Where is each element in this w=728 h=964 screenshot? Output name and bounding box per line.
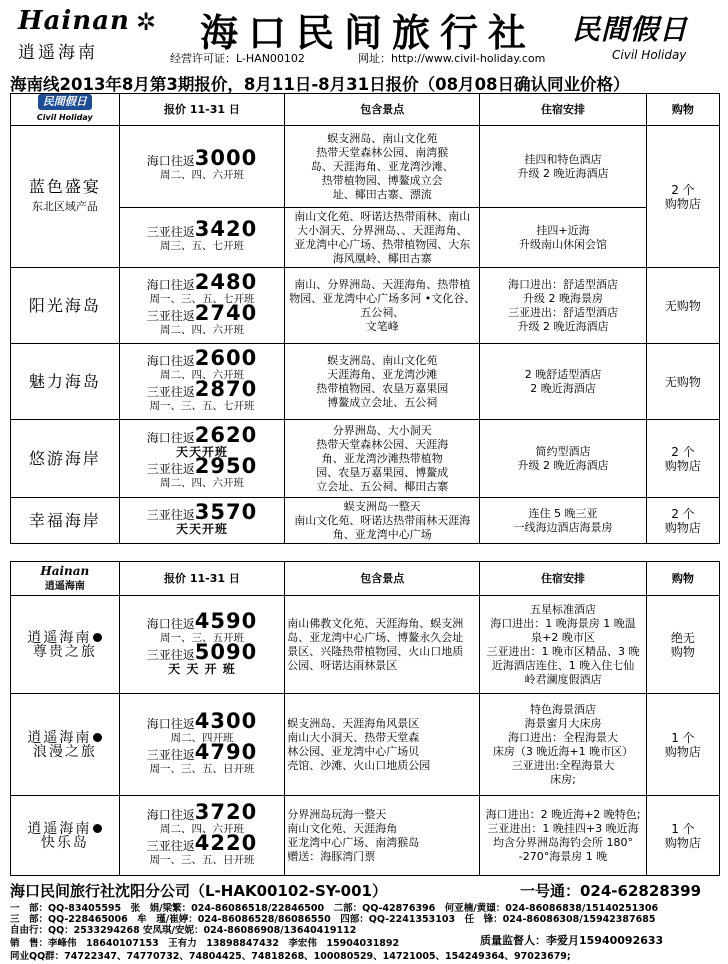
spots-cell: 分界洲岛玩海一整天 南山文化苑、天涯海角 亚龙湾中心广场、南湾猴岛 赠送：海豚湾门票 [285,796,480,876]
logo-right-en: Civil Holiday [612,48,687,62]
table-row [11,694,720,796]
price-cell: 海口往返2480 周一、三、五、七开班 三亚往返2740 周二、四、六开班 [119,268,285,344]
col-price: 报价 11-31 日 [119,562,285,596]
price-cell: 海口往返3000 周二、四、六开班 [119,126,285,208]
table-row [11,596,720,694]
bullet-dot [93,633,102,642]
header [0,0,728,70]
col-hotel: 住宿安排 [480,94,647,126]
hainan-badge: Hainan 逍遥海南 [11,562,120,596]
route-name-cell: 阳光海岛 [11,268,120,344]
footer-company: 海口民间旅行社沈阳分公司（L-HAK00102-SY-001） [10,882,387,900]
palm-tree-icon: ✲ [136,8,157,36]
table-row [11,344,720,420]
col-spots: 包含景点 [285,94,480,126]
price-cell: 三亚往返3570 天天开班 [119,498,285,544]
hotel-cell: 五星标准酒店 海口进出：1 晚海景房 1 晚温 泉+2 晚市区 三亚进出：1 晚市区精品、3 晚 近海酒店连住、1 晚入住七仙 岭君澜度假酒店 [480,596,647,694]
bullet-dot [93,733,102,742]
route-name-cell: 魅力海岛 [11,344,120,420]
footer-line: 一 部：QQ-83405595 张 娟/梁繁：024-86086518/22846500 二部：QQ-42876396 何亚楠/黄頲：024-86086838/15140251306 [10,903,659,914]
hotel-cell: 连住 5 晚三亚 一线海边酒店海景房 [480,498,647,544]
spots-cell: 蜈支洲岛、天涯海角风景区 南山大小洞天、热带天堂森 林公园、亚龙湾中心广场贝 壳馆、沙滩、火山口地质公园 [285,694,480,796]
hotel-cell: 特色海景酒店 海景蜜月大床房 海口进出：全程海景大 床房（3 晚近海+1 晚市区） 三亚进出:全程海景大 床房; [480,694,647,796]
price-banner: 海南线2013年8月第3期报价，8月11日-8月31日报价（08月08日确认同业价格） [10,75,630,94]
shop-cell: 2 个 购物店 [646,420,719,498]
shop-cell: 无购物 [646,268,719,344]
route-name-cell: 蓝色盛宴 东北区域产品 [11,126,120,268]
shop-cell: 1 个 购物店 [646,694,719,796]
shop-cell: 1 个 购物店 [646,796,719,876]
hotel-cell: 简约型酒店 升级 2 晚近海酒店 [480,420,647,498]
civil-holiday-logo [572,8,722,62]
price-cell: 三亚往返3420 周三、五、七开班 [119,208,285,268]
price-cell: 海口往返2600 周二、四、六开班 三亚往返2870 周一、三、五、七开班 [119,344,285,420]
price-cell: 海口往返4300 周二、四开班 三亚往返4790 周一、三、五、日开班 [119,694,285,796]
footer-line: 销 售：李峰伟 18640107153 王有力 13898847432 李宏伟 15904031892 [10,938,400,949]
table-row [11,268,720,344]
shop-cell: 2 个 购物店 [646,498,719,544]
col-shop: 购物 [646,94,719,126]
spots-cell: 蜈支洲岛、南山文化苑 天涯海角、亚龙湾沙滩 热带植物园、农垦万嘉果园 博鳌成立会址、五公祠 [285,344,480,420]
col-spots: 包含景点 [285,562,480,596]
bullet-dot [93,824,102,833]
hotel-cell: 挂四和特色酒店 升级 2 晚近海酒店 [480,126,647,208]
price-cell: 海口往返2620 天天开班 三亚往返2950 周二、四、六开班 [119,420,285,498]
spots-cell: 分界洲岛、大小洞天 热带天堂森林公园、天涯海 角、亚龙湾沙滩热带植物 园、农垦万嘉果园、博鳌成 立会址、五公祠、椰田古寨 [285,420,480,498]
license-text: 经营许可证：L-HAN00102 [170,52,305,65]
spots-cell: 南山佛教文化苑、天涯海角、蜈支洲 岛、亚龙湾中心广场、博鳌永久会址 景区、兴隆热带植物园、火山口地质 公园、呀诺达雨林景区 [285,596,480,694]
footer-line: 自由行：QQ：2533294268 安凤琪/安妮：024-86086908/13640419112 [10,925,357,936]
route-name-cell: 幸福海岸 [11,498,120,544]
table-row [11,796,720,876]
hotel-cell: 海口进出：2 晚近海+2 晚特色; 三亚进出：1 晚挂四+3 晚近海 均含分界洲岛海钓会所 180° -270°海景房 1 晚 [480,796,647,876]
price-table-civil [10,93,720,544]
table-row [11,126,720,208]
hotel-cell: 2 晚舒适型酒店 2 晚近海酒店 [480,344,647,420]
spots-cell: 南山、分界洲岛、天涯海角、热带植 物园、亚龙湾中心广场多河 •文化谷、 五公祠、 文笔峰 [285,268,480,344]
spots-cell: 蜈支洲岛一整天 南山文化苑、呀诺达热带雨林天涯海 角、亚龙湾中心广场 [285,498,480,544]
route-name-cell: 逍遥海南 尊贵之旅 [11,596,120,694]
logo-right-cn: 民間假日 [572,13,689,46]
footer-line: 同业QQ群：74722347、74770732、74804425、74818268、100080529、14721005、154249364、97023679; [10,951,571,962]
price-cell: 海口往返3720 周二、四、六开班 三亚往返4220 周一、三、五、日开班 [119,796,285,876]
civil-holiday-badge: 民間假日 Civil Holiday [11,94,120,126]
route-name-cell: 逍遥海南 浪漫之旅 [11,694,120,796]
logo-script-text: Hainan [18,6,130,36]
col-shop: 购物 [646,562,719,596]
footer-line: 三 部：QQ-228465006 牟 瑾/崔婷：024-86086528/86086550 四部：QQ-2241353103 任 锋：024-86086308/15942387685 [10,914,656,925]
route-name-cell: 逍遥海南 快乐岛 [11,796,120,876]
col-price: 报价 11-31 日 [119,94,285,126]
website-text: 网址：http://www.civil-holiday.com [358,52,546,65]
footer-hotline: 一号通：024-62828399 [520,882,702,900]
shop-cell: 绝无 购物 [646,596,719,694]
footer-supervisor: 质量监督人：李爱月15940092633 [480,934,664,947]
price-table-hainan [10,561,720,876]
col-hotel: 住宿安排 [480,562,647,596]
hotel-cell: 海口进出：舒适型酒店 升级 2 晚海景房 三亚进出：舒适型酒店 升级 2 晚近海酒店 [480,268,647,344]
shop-cell: 无购物 [646,344,719,420]
page-title: 海口民间旅行社 [200,10,537,55]
logo-cn-text: 逍遥海南 [18,43,98,63]
price-cell: 海口往返4590 周一、三、五开班 三亚往返5090 天 天 开 班 [119,596,285,694]
table-row [11,420,720,498]
shop-cell: 2 个 购物店 [646,126,719,268]
spots-cell: 南山文化苑、呀诺达热带雨林、南山 大小洞天、分界洲岛、、天涯海角、 亚龙湾中心广场、热带植物园、大东 海风凰岭、椰田古寨 [285,208,480,268]
hainan-logo [18,6,168,64]
spots-cell: 蜈支洲岛、南山文化苑 热带天堂森林公园、南湾猴 岛、天涯海角、亚龙湾沙滩、 热带植物园、博鳌成立会 址、椰田古寨、漂流 [285,126,480,208]
table-row [11,498,720,544]
route-name-cell: 悠游海岸 [11,420,120,498]
hotel-cell: 挂四+近海 升级南山休闲会馆 [480,208,647,268]
